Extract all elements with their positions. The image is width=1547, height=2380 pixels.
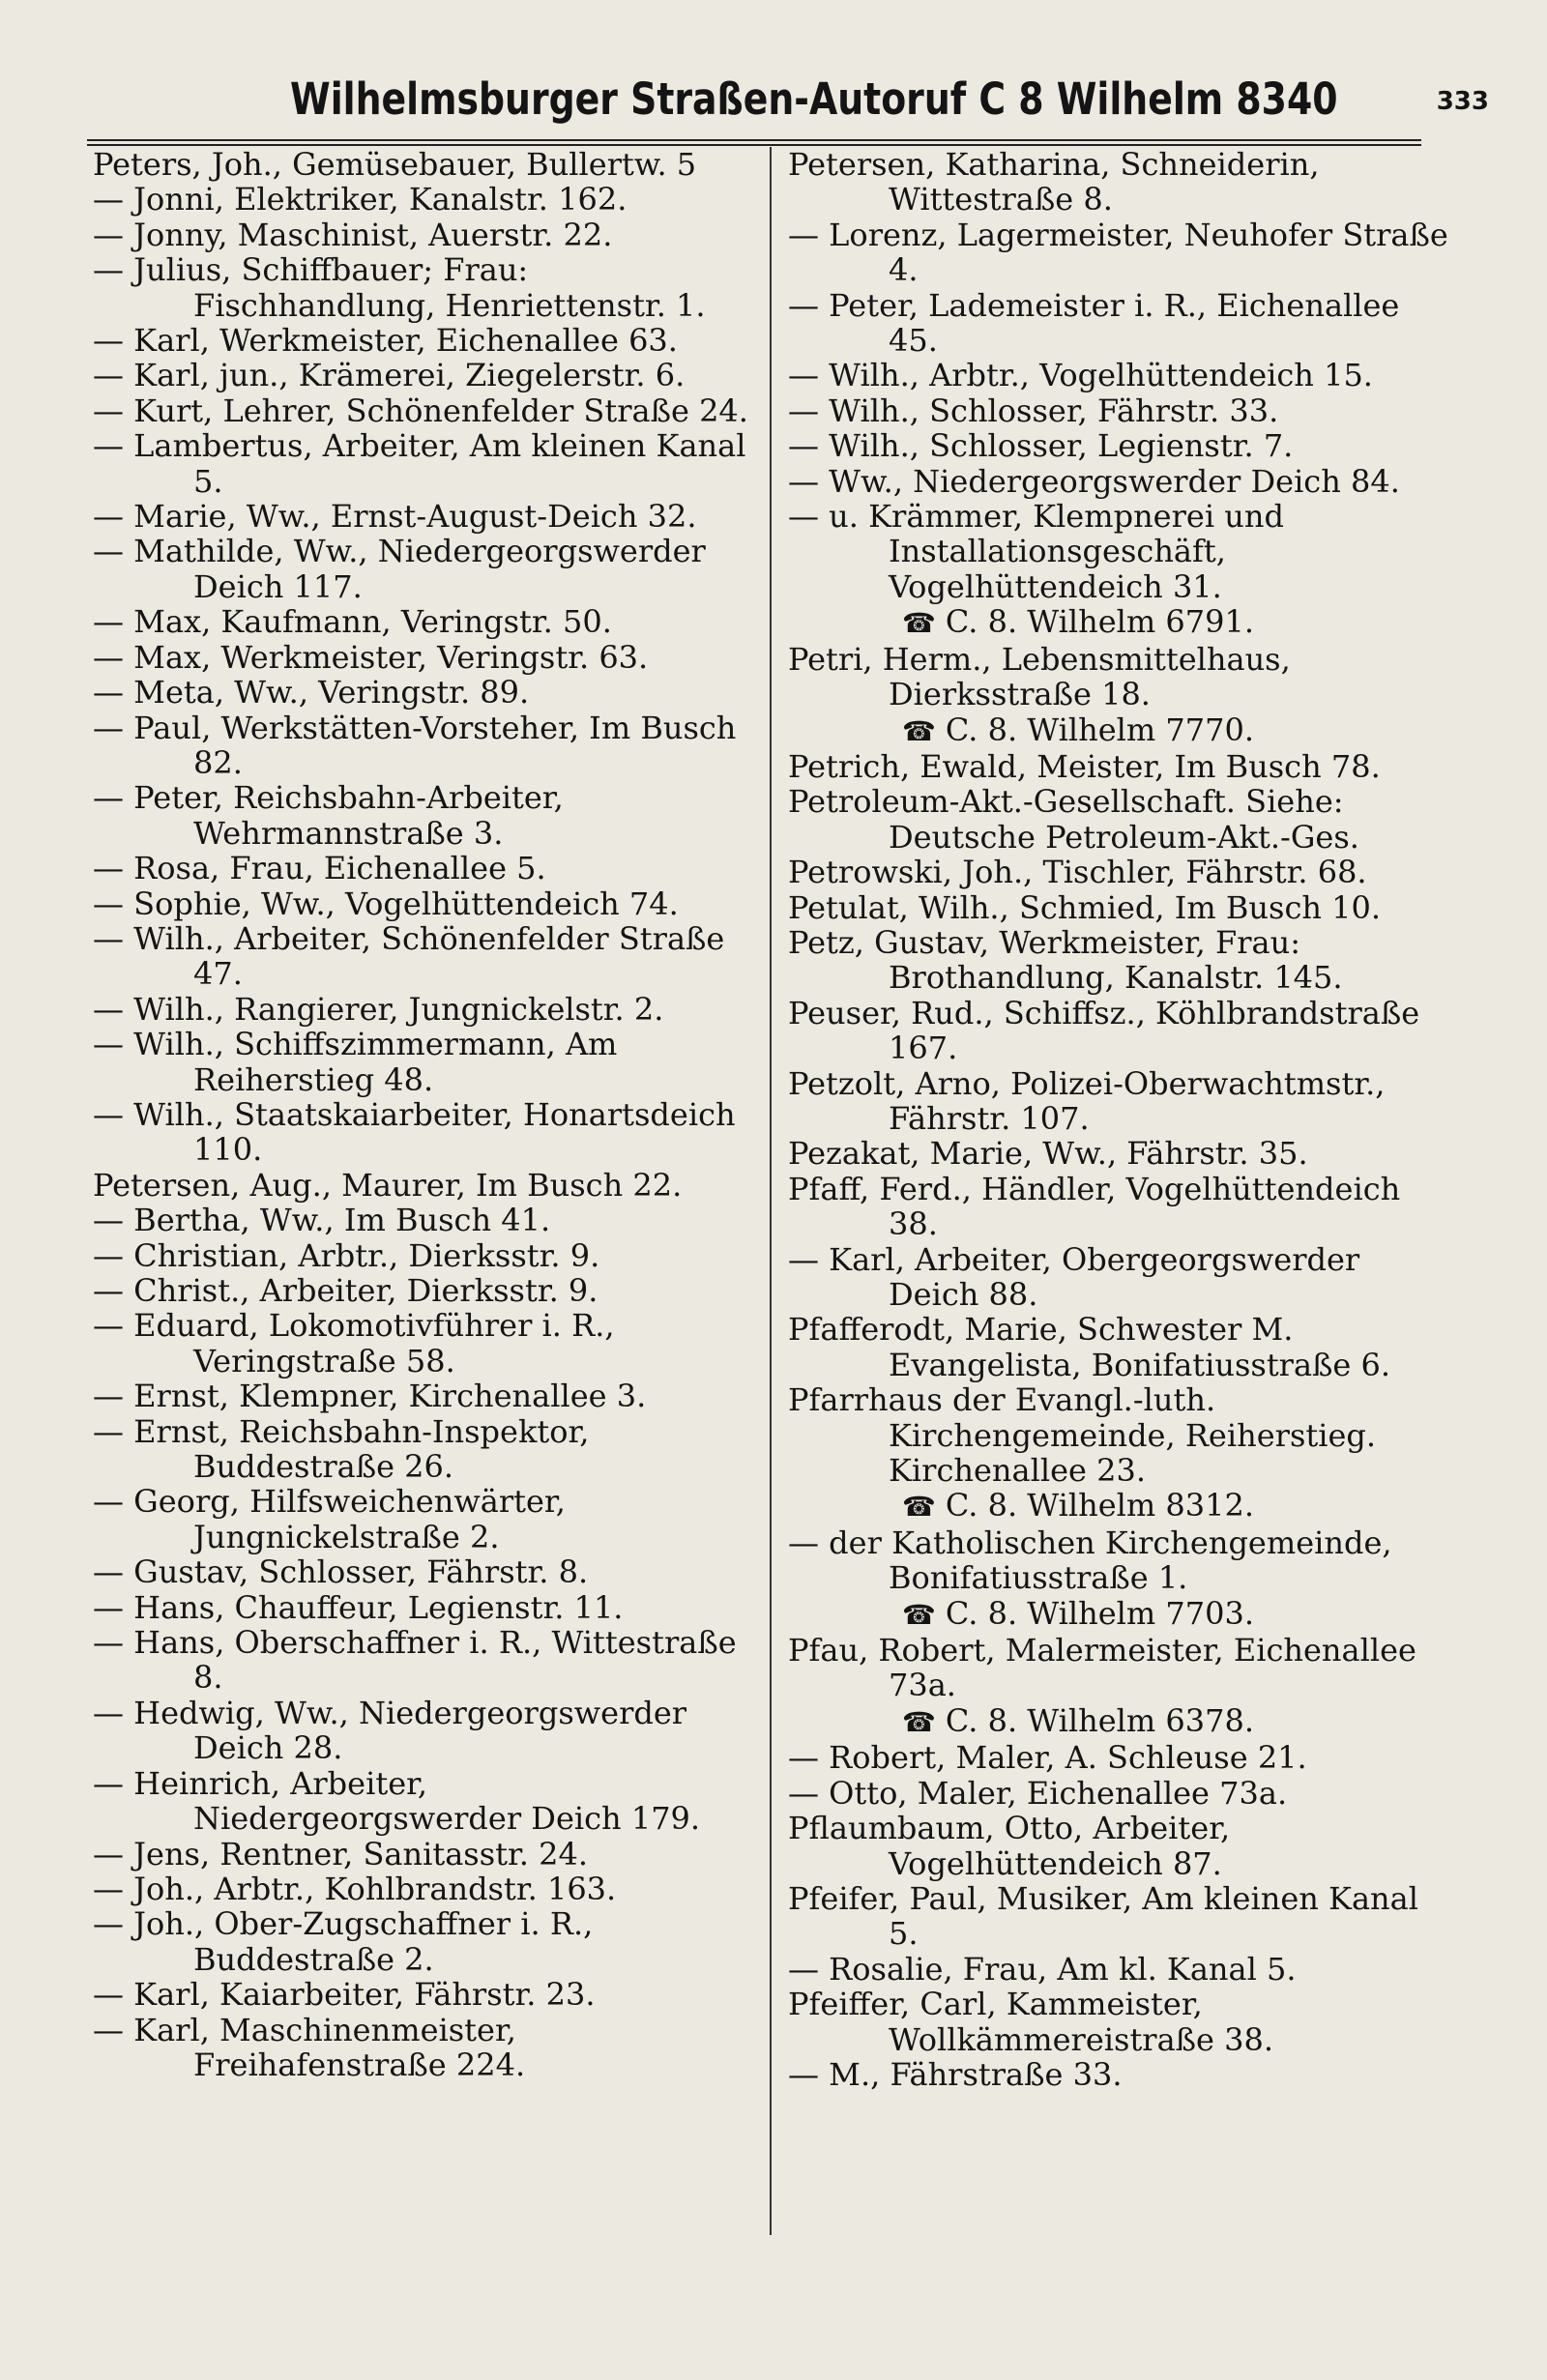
directory-entry: — der Katholischen Kirchengemeinde, Bonifatiusstraße 1.	[788, 1524, 1392, 1597]
page-number: 333	[1436, 87, 1489, 116]
directory-entry: Pfeifer, Paul, Musiker, Am kleinen Kanal 5.	[788, 1879, 1418, 1953]
directory-entry: Petersen, Katharina, Schneiderin, Wittestraße 8.	[788, 146, 1320, 218]
directory-entry: — Lambertus, Arbeiter, Am kleinen Kanal 5.	[93, 427, 746, 500]
directory-entry: Pfaff, Ferd., Händler, Vogelhüttendeich 38.	[788, 1170, 1401, 1243]
directory-entry: — Karl, Arbeiter, Obergeorgswerder Deich 88.	[788, 1240, 1360, 1313]
directory-entry: — Max, Kaufmann, Veringstr. 50.	[93, 603, 612, 641]
phone-number: C. 8. Wilhelm 6791.	[945, 603, 1254, 641]
telephone-icon: ☎	[902, 607, 936, 640]
phone-line	[788, 1703, 1455, 1740]
telephone-icon: ☎	[902, 1491, 936, 1524]
directory-entry: — Julius, Schiffbauer; Frau: Fischhandlung, Henriettenstr. 1.	[93, 251, 706, 324]
directory-entry: Pfafferodt, Marie, Schwester M. Evangelista, Bonifatiusstraße 6.	[788, 1311, 1391, 1383]
directory-entry: — Karl, Maschinenmeister, Freihafenstraße 224.	[93, 2011, 526, 2083]
directory-entry: Pflaumbaum, Otto, Arbeiter, Vogelhüttendeich 87.	[788, 1810, 1231, 1882]
directory-entry: — Rosalie, Frau, Am kl. Kanal 5.	[788, 1950, 1297, 1988]
directory-entry: Petroleum-Akt.-Gesellschaft. Siehe: Deutsche Petroleum-Akt.-Ges.	[788, 783, 1359, 856]
directory-entry: — Karl, Werkmeister, Eichenallee 63.	[93, 322, 678, 360]
directory-entry: — Ernst, Reichsbahn-Inspektor, Buddestraße 26.	[93, 1412, 590, 1486]
phone-number: C. 8. Wilhelm 8312.	[945, 1487, 1254, 1524]
directory-entry: — Wilh., Rangierer, Jungnickelstr. 2.	[93, 990, 664, 1028]
directory-entry: Peuser, Rud., Schiffsz., Köhlbrandstraße 167.	[788, 994, 1420, 1067]
directory-entry: — u. Krämmer, Klempnerei und Installationsgeschäft, Vogelhüttendeich 31.	[788, 498, 1284, 605]
directory-entry: — Wilh., Staatskaiarbeiter, Honartsdeich 110.	[93, 1095, 736, 1169]
phone-number: C. 8. Wilhelm 7770.	[945, 711, 1254, 748]
phone-line	[788, 1596, 1455, 1633]
directory-entry: — Marie, Ww., Ernst-August-Deich 32.	[93, 498, 697, 536]
directory-entry: — Lorenz, Lagermeister, Neuhofer Straße 4.	[788, 216, 1448, 289]
directory-entry: — Otto, Maler, Eichenallee 73a.	[788, 1774, 1288, 1812]
telephone-icon: ☎	[902, 1598, 936, 1631]
directory-entry: — Ww., Niedergeorgswerder Deich 84.	[788, 462, 1400, 500]
phone-number: C. 8. Wilhelm 6378.	[945, 1701, 1254, 1739]
page-header	[77, 66, 1489, 143]
phone-number: C. 8. Wilhelm 7703.	[945, 1594, 1254, 1632]
directory-entry: Petz, Gustav, Werkmeister, Frau: Brothandlung, Kanalstr. 145.	[788, 923, 1343, 997]
directory-entry: Pfeiffer, Carl, Kammeister, Wollkämmereistraße 38.	[788, 1986, 1274, 2058]
directory-entry: — Karl, jun., Krämerei, Ziegelerstr. 6.	[93, 357, 686, 394]
directory-entry: — Joh., Ober-Zugschaffner i. R., Buddestraße 2.	[93, 1905, 594, 1978]
directory-entry: — Eduard, Lokomotivführer i. R., Veringstraße 58.	[93, 1307, 615, 1379]
directory-entry: — Wilh., Arbeiter, Schönenfelder Straße 47.	[93, 919, 725, 993]
directory-entry: — Wilh., Schiffszimmermann, Am Reiherstieg 48.	[93, 1026, 618, 1098]
directory-entry: — Rosa, Frau, Eichenallee 5.	[93, 850, 546, 887]
directory-entry: Petrowski, Joh., Tischler, Fährstr. 68.	[788, 854, 1367, 891]
column-divider	[770, 147, 772, 2235]
phone-line	[788, 604, 1455, 641]
directory-entry: — Georg, Hilfsweichenwärter, Jungnickelstraße 2.	[93, 1483, 566, 1555]
directory-entry: — Christian, Arbtr., Dierksstr. 9.	[93, 1236, 600, 1274]
telephone-icon: ☎	[902, 714, 936, 747]
telephone-icon: ☎	[902, 1705, 936, 1738]
directory-entry: — Heinrich, Arbeiter, Niedergeorgswerder Deich 179.	[93, 1764, 701, 1838]
directory-entry: — Hans, Chauffeur, Legienstr. 11.	[93, 1588, 624, 1626]
directory-entry: Pfarrhaus der Evangl.-luth. Kirchengemeinde, Reiherstieg. Kirchenallee 23.	[788, 1381, 1377, 1490]
directory-entry: Peters, Joh., Gemüsebauer, Bullertw. 5	[93, 146, 697, 183]
directory-entry: — Jonny, Maschinist, Auerstr. 22.	[93, 216, 613, 253]
directory-entry: Petzolt, Arno, Polizei-Oberwachtmstr., Fährstr. 107.	[788, 1064, 1386, 1137]
directory-entry: — Kurt, Lehrer, Schönenfelder Straße 24.	[93, 392, 748, 429]
header-rule	[87, 139, 1421, 146]
running-head-advert: Wilhelmsburger Straßen-Autoruf C 8 Wilhelm 8340	[290, 73, 1338, 125]
directory-entry: — Mathilde, Ww., Niedergeorgswerder Deich 117.	[93, 533, 706, 605]
directory-entry: — Hans, Oberschaffner i. R., Wittestraße 8.	[93, 1624, 737, 1697]
directory-entry: — Wilh., Schlosser, Legienstr. 7.	[788, 427, 1294, 465]
directory-entry: — Gustav, Schlosser, Fährstr. 8.	[93, 1553, 589, 1591]
directory-entry: — Joh., Arbtr., Kohlbrandstr. 163.	[93, 1870, 617, 1907]
directory-entry: — Robert, Maler, A. Schleuse 21.	[788, 1739, 1307, 1777]
directory-entry: — Christ., Arbeiter, Dierksstr. 9.	[93, 1272, 598, 1309]
directory-entry: — Karl, Kaiarbeiter, Fährstr. 23.	[93, 1976, 596, 2014]
directory-entry: — Wilh., Arbtr., Vogelhüttendeich 15.	[788, 357, 1373, 394]
directory-entry: Petri, Herm., Lebensmittelhaus, Dierksstraße 18.	[788, 640, 1291, 713]
directory-entry: — Max, Werkmeister, Veringstr. 63.	[93, 638, 649, 676]
directory-entry: Petrich, Ewald, Meister, Im Busch 78.	[788, 747, 1381, 785]
directory-entry: — Hedwig, Ww., Niedergeorgswerder Deich 28.	[93, 1694, 687, 1767]
left-column	[93, 147, 760, 2082]
directory-entry: — Wilh., Schlosser, Fährstr. 33.	[788, 392, 1279, 429]
phone-line	[788, 712, 1455, 749]
directory-entry: — Sophie, Ww., Vogelhüttendeich 74.	[93, 885, 679, 922]
directory-entry: Pezakat, Marie, Ww., Fährstr. 35.	[788, 1135, 1308, 1173]
directory-entry: Petersen, Aug., Maurer, Im Busch 22.	[93, 1166, 683, 1204]
directory-entry: — Ernst, Klempner, Kirchenallee 3.	[93, 1378, 647, 1415]
directory-entry: — Paul, Werkstätten-Vorsteher, Im Busch 82.	[93, 709, 737, 781]
directory-entry: — Bertha, Ww., Im Busch 41.	[93, 1202, 551, 1239]
directory-entry: — M., Fährstraße 33.	[788, 2055, 1123, 2093]
right-column	[788, 147, 1455, 2092]
directory-entry: — Peter, Lademeister i. R., Eichenallee 45.	[788, 286, 1400, 360]
directory-entry: — Peter, Reichsbahn-Arbeiter, Wehrmannstraße 3.	[93, 779, 564, 852]
directory-entry: — Jonni, Elektriker, Kanalstr. 162.	[93, 181, 628, 218]
directory-entry: — Meta, Ww., Veringstr. 89.	[93, 674, 530, 711]
directory-entry: Petulat, Wilh., Schmied, Im Busch 10.	[788, 888, 1382, 926]
phone-line	[788, 1488, 1455, 1524]
directory-entry: Pfau, Robert, Malermeister, Eichenallee 73a.	[788, 1632, 1416, 1704]
directory-entry: — Jens, Rentner, Sanitasstr. 24.	[93, 1835, 588, 1872]
